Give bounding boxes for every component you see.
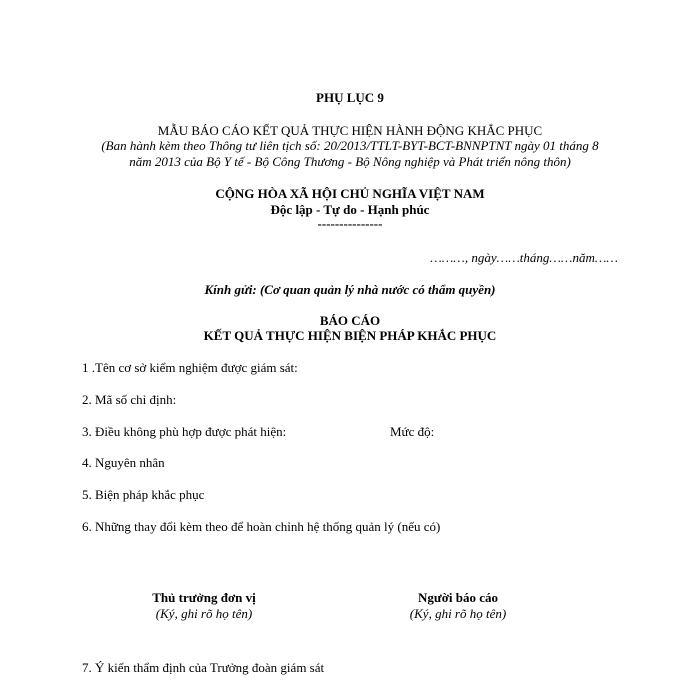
form-title: MẪU BÁO CÁO KẾT QUẢ THỰC HIỆN HÀNH ĐỘNG KHẮC PHỤC xyxy=(157,123,543,138)
report-title: BÁO CÁO xyxy=(319,313,381,328)
signature-right-note: (Ký, ghi rõ họ tên) xyxy=(409,606,507,621)
field-facility-name: 1 .Tên cơ sở kiểm nghiệm được giám sát: xyxy=(82,360,298,375)
field-designation-code: 2. Mã số chỉ định: xyxy=(82,392,177,407)
date-line: ………, ngày……tháng……năm…… xyxy=(430,250,618,265)
motto-separator: --------------- xyxy=(317,216,383,231)
field-nonconformity: 3. Điều không phù hợp được phát hiện: xyxy=(82,424,287,439)
field-corrective-action: 5. Biện pháp khắc phục xyxy=(82,487,205,502)
country-name: CỘNG HÒA XÃ HỘI CHỦ NGHĨA VIỆT NAM xyxy=(215,186,485,201)
national-motto: Độc lập - Tự do - Hạnh phúc xyxy=(270,202,430,217)
recipient-line: Kính gửi: (Cơ quan quản lý nhà nước có thẩm quyền) xyxy=(204,282,496,297)
issued-note-line2: năm 2013 của Bộ Y tế - Bộ Công Thương - Bộ Nông nghiệp và Phát triển nông thôn) xyxy=(129,154,571,169)
signature-left-title: Thủ trưởng đơn vị xyxy=(152,590,256,605)
appendix-label: PHỤ LỤC 9 xyxy=(316,90,384,105)
report-subtitle: KẾT QUẢ THỰC HIỆN BIỆN PHÁP KHẮC PHỤC xyxy=(203,328,497,343)
field-inspection-opinion: 7. Ý kiến thẩm định của Trưởng đoàn giám sát xyxy=(82,660,325,675)
field-severity-level: Mức độ: xyxy=(390,424,435,439)
signature-left-note: (Ký, ghi rõ họ tên) xyxy=(155,606,253,621)
signature-right-title: Người báo cáo xyxy=(418,590,498,605)
field-system-changes: 6. Những thay đổi kèm theo để hoàn chỉnh hệ thống quản lý (nếu có) xyxy=(82,519,441,534)
issued-note-line1: (Ban hành kèm theo Thông tư liên tịch số: 20/2013/TTLT-BYT-BCT-BNNPTNT ngày 01 tháng 8 xyxy=(101,138,599,153)
field-cause: 4. Nguyên nhân xyxy=(82,455,165,470)
